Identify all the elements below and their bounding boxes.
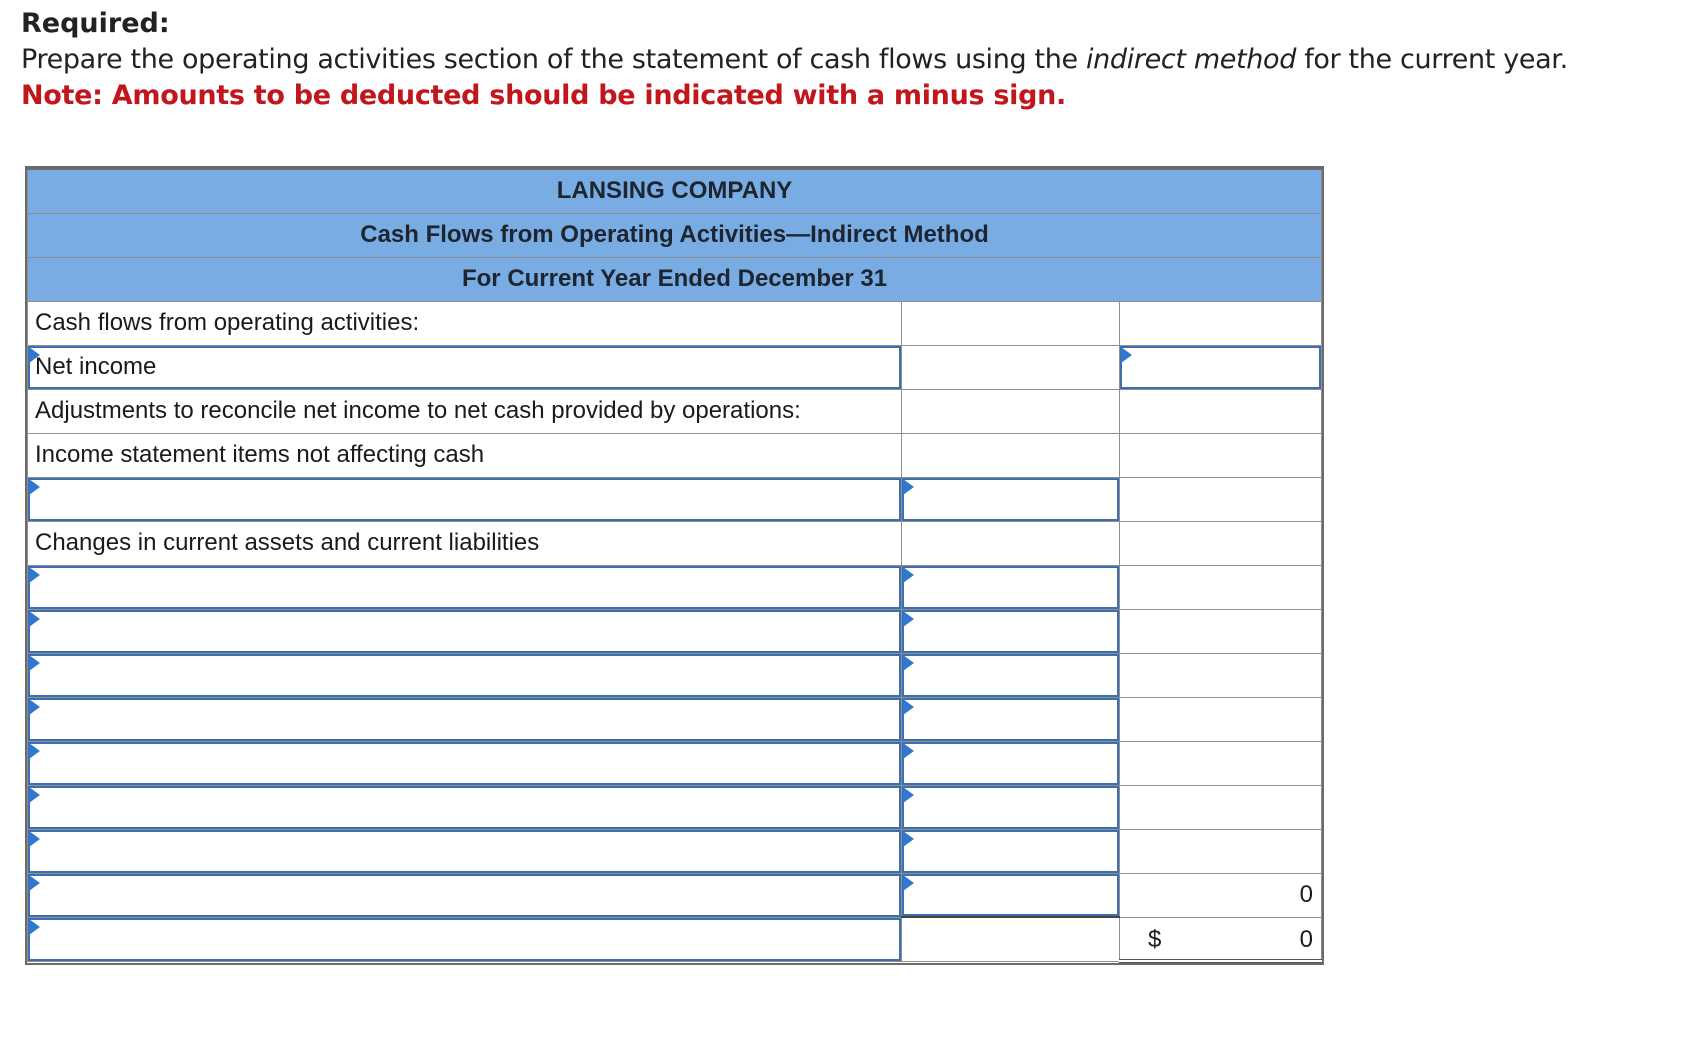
change-item-5-amount-input[interactable] [902, 741, 1120, 785]
prompt-text [21, 42, 1661, 78]
noncash-items-col3 [1120, 433, 1322, 477]
change-item-4-label-dropdown[interactable] [28, 697, 902, 741]
header-title-row [28, 213, 1322, 257]
net-cash-label-dropdown[interactable] [28, 917, 902, 961]
net-cash-total-row [28, 917, 1322, 961]
change-item-row-7 [28, 829, 1322, 873]
change-item-7-amount-input[interactable] [902, 829, 1120, 873]
change-item-4-amount-input[interactable] [902, 697, 1120, 741]
subtotal-row [28, 873, 1322, 917]
noncash-item-1-label-dropdown[interactable] [28, 477, 902, 521]
change-item-3-col3 [1120, 653, 1322, 697]
change-item-6-amount-input[interactable] [902, 785, 1120, 829]
change-item-4-col3 [1120, 697, 1322, 741]
instructions [21, 6, 1661, 114]
change-item-1-label-dropdown[interactable] [28, 565, 902, 609]
change-item-row-3 [28, 653, 1322, 697]
change-item-2-col3 [1120, 609, 1322, 653]
adjustments-header-row [28, 389, 1322, 433]
company-name: LANSING COMPANY [28, 169, 1322, 213]
change-item-6-col3 [1120, 785, 1322, 829]
statement-title: Cash Flows from Operating Activities—Indirect Method [28, 213, 1322, 257]
deduction-note: Note: Amounts to be deducted should be indicated with a minus sign. [21, 80, 1066, 111]
net-income-row [28, 345, 1322, 389]
adjustments-col2 [902, 389, 1120, 433]
noncash-item-1-amount-input[interactable] [902, 477, 1120, 521]
changes-col3 [1120, 521, 1322, 565]
dollar-sign: $ [1148, 925, 1162, 953]
change-item-row-6 [28, 785, 1322, 829]
noncash-items-label: Income statement items not affecting cash [28, 433, 902, 477]
change-item-row-1 [28, 565, 1322, 609]
statement-period: For Current Year Ended December 31 [28, 257, 1322, 301]
prompt-emphasis: indirect method [1086, 44, 1296, 75]
operating-activities-header-row [28, 301, 1322, 345]
prompt-text-end: for the current year. [1296, 44, 1568, 75]
noncash-item-1-col3 [1120, 477, 1322, 521]
net-income-col2 [902, 345, 1120, 389]
change-item-row-2 [28, 609, 1322, 653]
required-heading: Required: [21, 8, 170, 39]
adjustments-col3 [1120, 389, 1322, 433]
changes-header-row [28, 521, 1322, 565]
change-item-row-5 [28, 741, 1322, 785]
change-item-6-label-dropdown[interactable] [28, 785, 902, 829]
subtotal-label-dropdown[interactable] [28, 873, 902, 917]
noncash-items-header-row [28, 433, 1322, 477]
changes-col2 [902, 521, 1120, 565]
change-item-5-col3 [1120, 741, 1322, 785]
net-cash-col2 [902, 917, 1120, 961]
net-cash-total-value: 0 [1299, 925, 1314, 953]
change-item-7-label-dropdown[interactable] [28, 829, 902, 873]
subtotal-amount-input[interactable] [902, 873, 1120, 917]
net-income-label: Net income [35, 352, 157, 380]
operating-activities-col3 [1120, 301, 1322, 345]
cash-flow-statement-table [27, 168, 1322, 963]
change-item-row-4 [28, 697, 1322, 741]
noncash-item-row-1 [28, 477, 1322, 521]
change-item-2-label-dropdown[interactable] [28, 609, 902, 653]
operating-activities-label: Cash flows from operating activities: [28, 301, 902, 345]
adjustments-label: Adjustments to reconcile net income to net cash provided by operations: [28, 389, 902, 433]
change-item-3-label-dropdown[interactable] [28, 653, 902, 697]
subtotal-value: 0 [1120, 873, 1322, 917]
prompt-text-start: Prepare the operating activities section of the statement of cash flows using the [21, 44, 1086, 75]
change-item-5-label-dropdown[interactable] [28, 741, 902, 785]
change-item-7-col3 [1120, 829, 1322, 873]
net-income-label-dropdown[interactable] [28, 345, 902, 389]
changes-label: Changes in current assets and current liabilities [28, 521, 902, 565]
net-income-amount-input[interactable] [1120, 345, 1322, 389]
noncash-items-col2 [902, 433, 1120, 477]
change-item-2-amount-input[interactable] [902, 609, 1120, 653]
change-item-1-amount-input[interactable] [902, 565, 1120, 609]
header-period-row [28, 257, 1322, 301]
net-cash-total-cell [1120, 917, 1322, 961]
header-company-row [28, 169, 1322, 213]
operating-activities-col2 [902, 301, 1120, 345]
change-item-1-col3 [1120, 565, 1322, 609]
change-item-3-amount-input[interactable] [902, 653, 1120, 697]
